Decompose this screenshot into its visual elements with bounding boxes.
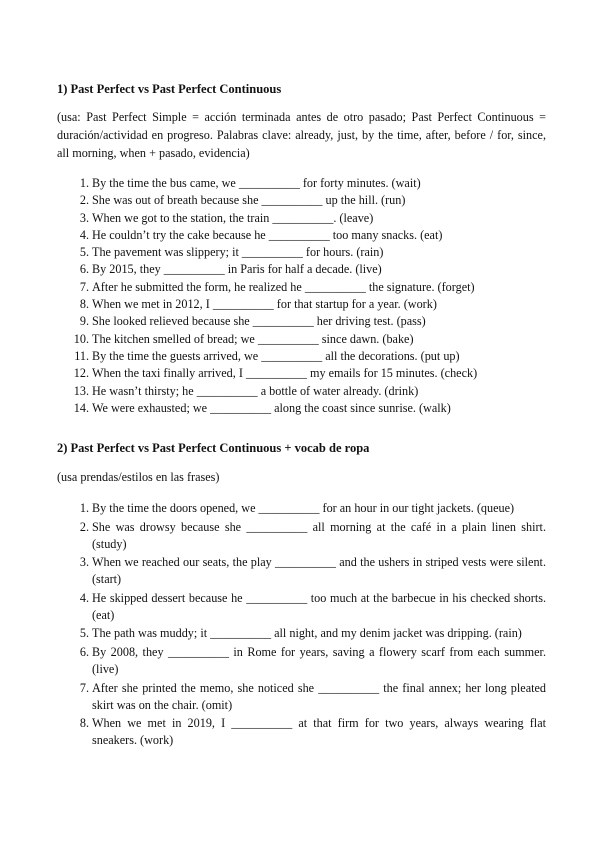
item-number: 7. [79,680,89,695]
list-item [57,400,546,417]
item-sentence: When we got to the station, the train __________. (leave) [92,210,374,225]
list-item [57,227,546,244]
item-sentence: When the taxi finally arrived, I __________ my emails for 15 minutes. (check) [92,366,478,381]
section-2-exercise-list [57,500,546,751]
item-sentence: He skipped dessert because he __________ too much at the barbecue in his checked shorts. (eat) [92,590,546,622]
item-sentence: When we met in 2012, I __________ for that startup for a year. (work) [92,297,437,312]
list-item [57,244,546,261]
list-item [57,715,546,749]
item-sentence: He couldn’t try the cake because he __________ too many snacks. (eat) [92,227,443,242]
item-sentence: By 2015, they __________ in Paris for half a decade. (live) [92,262,382,277]
item-sentence: She looked relieved because she __________ her driving test. (pass) [92,314,426,329]
item-number: 5. [79,245,89,260]
item-number: 8. [79,716,89,731]
item-sentence: By 2008, they __________ in Rome for years, saving a flowery scarf from each summer. (live) [92,644,546,676]
section-1-title: 1) Past Perfect vs Past Perfect Continuous [57,82,282,96]
list-item [57,680,546,714]
item-number: 11. [74,348,89,363]
list-item [57,331,546,348]
item-sentence: The pavement was slippery; it __________ for hours. (rain) [92,245,384,260]
item-number: 3. [79,555,89,570]
list-item [57,644,546,678]
item-number: 13. [73,383,89,398]
list-item [57,279,546,296]
item-number: 9. [79,314,89,329]
item-sentence: The kitchen smelled of bread; we __________ since dawn. (bake) [92,331,414,346]
item-number: 4. [79,227,89,242]
item-sentence: After she printed the memo, she noticed she __________ the final annex; her long pleated skirt was on the chair. (omit) [92,680,546,712]
list-item [57,590,546,624]
list-item [57,261,546,278]
item-sentence: She was drowsy because she __________ all morning at the café in a plain linen shirt. (study) [92,519,546,551]
list-item [57,365,546,382]
item-number: 3. [79,210,89,225]
item-number: 8. [79,297,89,312]
item-number: 6. [79,644,89,659]
item-number: 2. [79,519,89,534]
list-item [57,313,546,330]
section-2-title: 2) Past Perfect vs Past Perfect Continuous + vocab de ropa [57,441,370,455]
item-number: 1. [79,501,89,515]
item-number: 7. [79,279,89,294]
item-number: 5. [79,626,89,641]
list-item [57,296,546,313]
section-2-instructions: (usa prendas/estilos en las frases) [57,470,220,484]
item-sentence: He wasn’t thirsty; he __________ a bottle of water already. (drink) [92,383,419,398]
list-item [57,175,546,192]
item-sentence: She was out of breath because she __________ up the hill. (run) [92,193,406,208]
item-sentence: When we met in 2019, I __________ at that firm for two years, always wearing flat sneakers. (work) [92,716,546,748]
list-item [57,554,546,588]
item-number: 4. [79,590,89,605]
item-number: 2. [79,193,89,208]
list-item [57,192,546,209]
list-item [57,625,546,642]
item-sentence: By the time the bus came, we __________ for forty minutes. (wait) [92,176,421,190]
list-item [57,519,546,553]
item-number: 1. [79,176,89,190]
list-item [57,500,546,517]
item-sentence: We were exhausted; we __________ along the coast since sunrise. (walk) [92,400,451,415]
item-sentence: The path was muddy; it __________ all night, and my denim jacket was dripping. (rain) [92,626,522,641]
item-sentence: When we reached our seats, the play __________ and the ushers in striped vests were silent. (start) [92,555,546,587]
item-number: 10. [73,331,89,346]
item-sentence: By the time the guests arrived, we __________ all the decorations. (put up) [92,348,460,363]
item-number: 14. [73,400,89,415]
list-item [57,348,546,365]
item-sentence: By the time the doors opened, we __________ for an hour in our tight jackets. (queue) [92,501,515,515]
item-sentence: After he submitted the form, he realized he __________ the signature. (forget) [92,279,475,294]
item-number: 6. [79,262,89,277]
list-item [57,383,546,400]
section-1-exercise-list [57,175,546,417]
item-number: 12. [73,366,89,381]
section-1-instructions: (usa: Past Perfect Simple = acción terminada antes de otro pasado; Past Perfect Continuous = duración/actividad en progreso. Palabras clave: already, just, by the time, after, before / for, since, all morning, when + pasado, evidencia) [57,110,546,160]
list-item [57,210,546,227]
